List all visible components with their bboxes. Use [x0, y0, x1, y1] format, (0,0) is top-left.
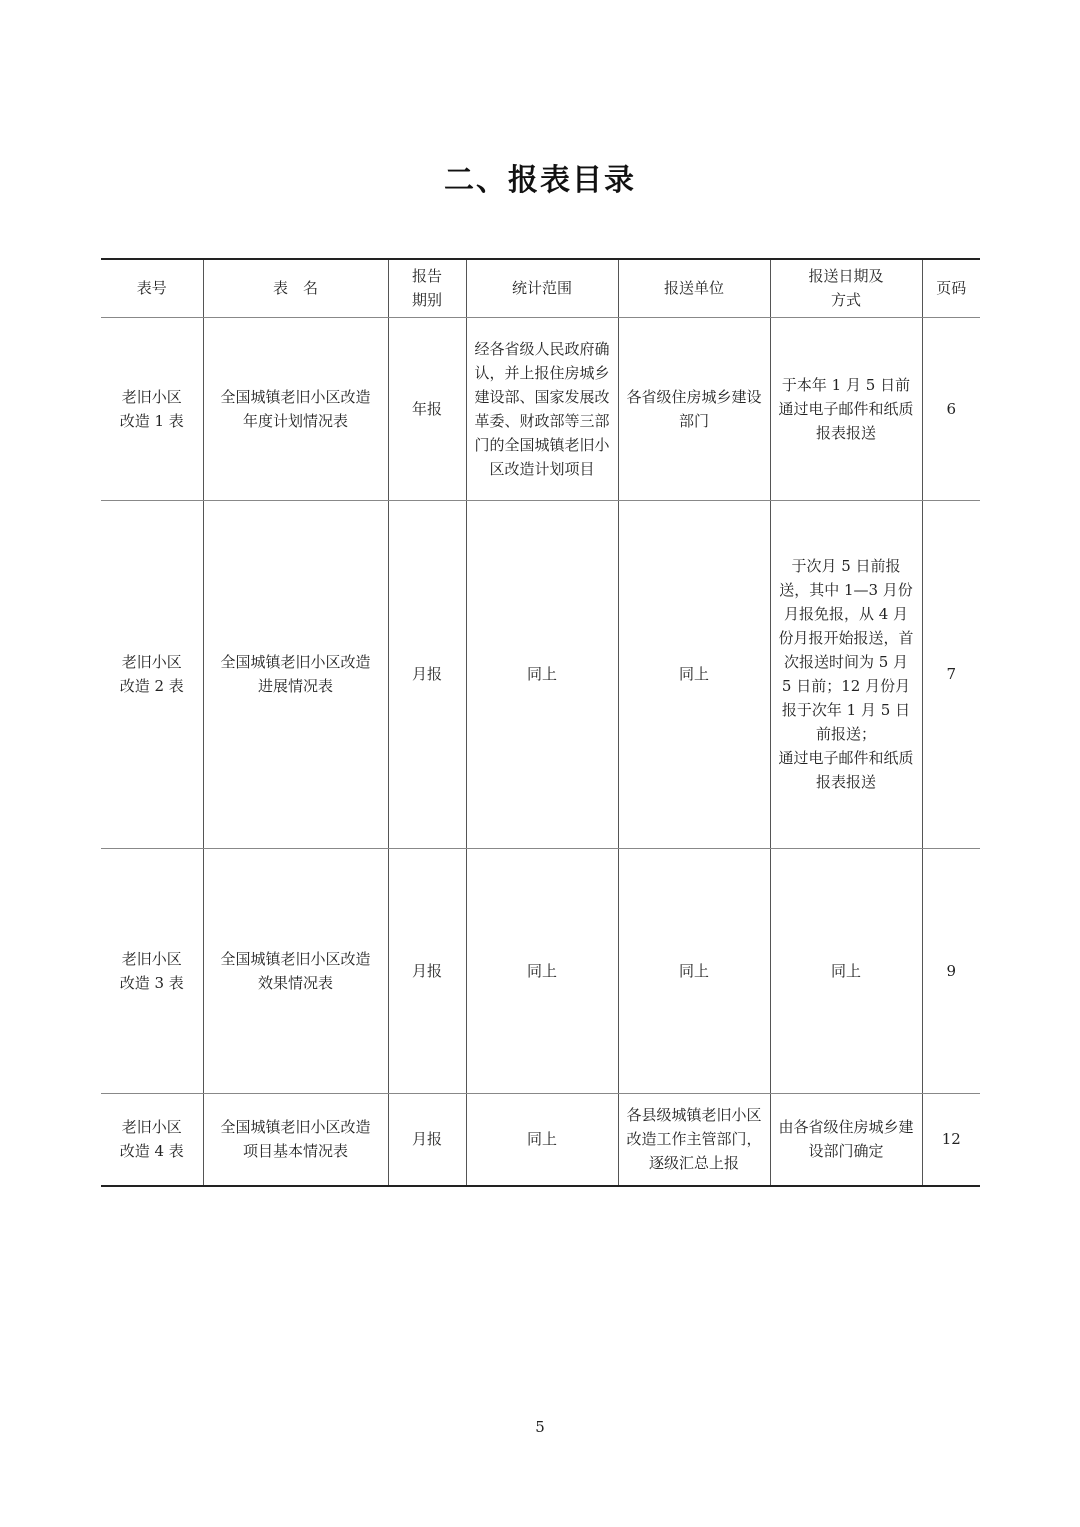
cell-page: 12: [922, 1093, 980, 1186]
cell-table-no: 老旧小区 改造 1 表: [101, 317, 203, 500]
cell-table-no: 老旧小区 改造 4 表: [101, 1093, 203, 1186]
page-number: 5: [535, 1418, 545, 1436]
cell-table-no: 老旧小区 改造 2 表: [101, 500, 203, 848]
cell-period: 年报: [388, 317, 466, 500]
report-catalog-table: [101, 258, 980, 1187]
cell-unit: 各省级住房城乡建设部门: [618, 317, 770, 500]
cell-table-no: 老旧小区 改造 3 表: [101, 848, 203, 1093]
cell-date-method: 由各省级住房城乡建设部门确定: [770, 1093, 922, 1186]
cell-page: 6: [922, 317, 980, 500]
cell-scope: 同上: [466, 1093, 618, 1186]
cell-period: 月报: [388, 848, 466, 1093]
cell-date-method: 于本年 1 月 5 日前通过电子邮件和纸质报表报送: [770, 317, 922, 500]
header-cell-table-name: 表 名: [203, 259, 388, 317]
cell-table-name: 全国城镇老旧小区改造 效果情况表: [203, 848, 388, 1093]
cell-table-name: 全国城镇老旧小区改造 年度计划情况表: [203, 317, 388, 500]
header-cell-unit: 报送单位: [618, 259, 770, 317]
table-row: [101, 848, 980, 1093]
cell-scope: 同上: [466, 848, 618, 1093]
table-row: [101, 317, 980, 500]
cell-scope: 经各省级人民政府确认，并上报住房城乡建设部、国家发展改革委、财政部等三部门的全国城镇老旧小区改造计划项目: [466, 317, 618, 500]
page-title: 二、报表目录: [444, 163, 636, 198]
cell-unit: 同上: [618, 848, 770, 1093]
table-row: [101, 1093, 980, 1186]
header-cell-period: 报告 期别: [388, 259, 466, 317]
table-row: [101, 500, 980, 848]
cell-page: 7: [922, 500, 980, 848]
cell-table-name: 全国城镇老旧小区改造 进展情况表: [203, 500, 388, 848]
cell-unit: 同上: [618, 500, 770, 848]
table-header-row: [101, 259, 980, 317]
cell-period: 月报: [388, 500, 466, 848]
cell-table-name: 全国城镇老旧小区改造 项目基本情况表: [203, 1093, 388, 1186]
cell-page: 9: [922, 848, 980, 1093]
header-cell-date-method: 报送日期及 方式: [770, 259, 922, 317]
cell-period: 月报: [388, 1093, 466, 1186]
header-cell-table-no: 表号: [101, 259, 203, 317]
cell-date-method: 同上: [770, 848, 922, 1093]
cell-scope: 同上: [466, 500, 618, 848]
cell-unit: 各县级城镇老旧小区改造工作主管部门，逐级汇总上报: [618, 1093, 770, 1186]
header-cell-scope: 统计范围: [466, 259, 618, 317]
header-cell-page: 页码: [922, 259, 980, 317]
cell-date-method: 于次月 5 日前报送，其中 1—3 月份月报免报，从 4 月份月报开始报送，首次报送时间为 5 月 5 日前；12 月份月报于次年 1 月 5 日前报送； 通过电子邮件和纸质报表报送: [770, 500, 922, 848]
